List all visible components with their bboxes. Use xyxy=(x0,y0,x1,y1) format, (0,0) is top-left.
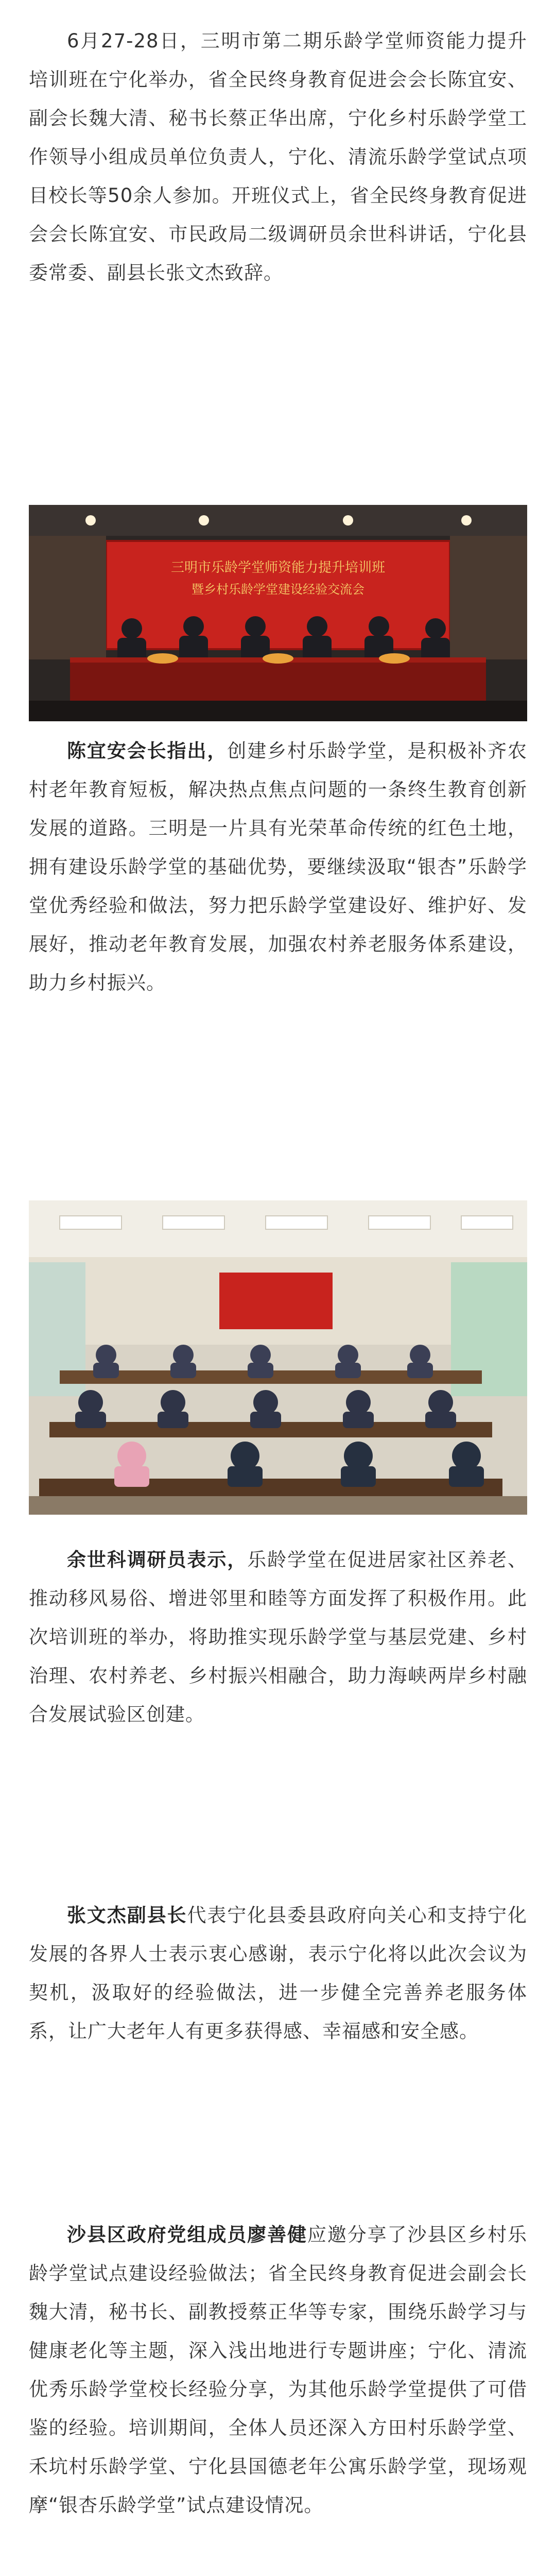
liao-paragraph xyxy=(29,2215,527,2524)
zhang-paragraph xyxy=(29,1896,527,2050)
banner-line1: 三明市乐龄学堂师资能力提升培训班 xyxy=(170,560,386,575)
chen-paragraph-block xyxy=(29,732,527,1002)
chen-paragraph xyxy=(29,732,527,1002)
zhang-lead: 张文杰副县长 xyxy=(67,1904,187,1926)
intro-paragraph-block xyxy=(29,22,527,292)
banner-line2: 暨乡村乐龄学堂建设经验交流会 xyxy=(192,582,364,597)
yu-paragraph-block xyxy=(29,1540,527,1734)
yu-text: 乐龄学堂在促进居家社区养老、推动移风易俗、增进邻里和睦等方面发挥了积极作用。此次培训班的举办，将助推实现乐龄学堂与基层党建、乡村治理、农村养老、乡村振兴相融合，助力海峡两岸乡村融合发展试验区创建。 xyxy=(29,1549,528,1725)
zhang-text: 代表宁化县委县政府向关心和支持宁化发展的各界人士表示衷心感谢，表示宁化将以此次会议为契机，汲取好的经验做法，进一步健全完善养老服务体系，让广大老年人有更多获得感、幸福感和安全感。 xyxy=(29,1904,528,2042)
intro-paragraph xyxy=(29,22,527,292)
liao-text: 应邀分享了沙县区乡村乐龄学堂试点建设经验做法；省全民终身教育促进会副会长魏大清，秘书长、副教授蔡正华等专家，围绕乐龄学习与健康老化等主题，深入浅出地进行专题讲座；宁化、清流优秀乐龄学堂校长经验分享，为其他乐龄学堂提供了可借鉴的经验。培训期间，全体人员还深入方田村乐龄学堂、禾坑村乐龄学堂、宁化县国德老年公寓乐龄学堂，现场观摩“银杏乐龄学堂”试点建设情况。 xyxy=(29,2224,528,2516)
meeting-photo xyxy=(29,505,527,721)
chen-text: 创建乡村乐龄学堂，是积极补齐农村老年教育短板，解决热点焦点问题的一条终生教育创新发展的道路。三明是一片具有光荣革命传统的红色土地，拥有建设乐龄学堂的基础优势，要继续汲取“银杏”乐龄学堂优秀经验和做法，努力把乐龄学堂建设好、维护好、发展好，推动老年教育发展，加强农村养老服务体系建设，助力乡村振兴。 xyxy=(29,740,528,994)
chen-lead: 陈宜安会长指出， xyxy=(67,740,228,762)
liao-lead: 沙县区政府党组成员廖善健 xyxy=(67,2224,307,2246)
intro-text: 6月27-28日，三明市第二期乐龄学堂师资能力提升培训班在宁化举办，省全民终身教育促进会会长陈宜安、副会长魏大清、秘书长蔡正华出席，宁化乡村乐龄学堂工作领导小组成员单位负责人，宁化、清流乐龄学堂试点项目校长等50余人参加。开班仪式上，省全民终身教育促进会会长陈宜安、市民政局二级调研员余世科讲话，宁化县委常委、副县长张文杰致辞。 xyxy=(29,30,527,284)
yu-lead: 余世科调研员表示， xyxy=(67,1549,248,1571)
zhang-paragraph-block xyxy=(29,1896,527,2050)
yu-paragraph xyxy=(29,1540,527,1734)
classroom-photo xyxy=(29,1200,527,1515)
liao-paragraph-block xyxy=(29,2215,527,2524)
